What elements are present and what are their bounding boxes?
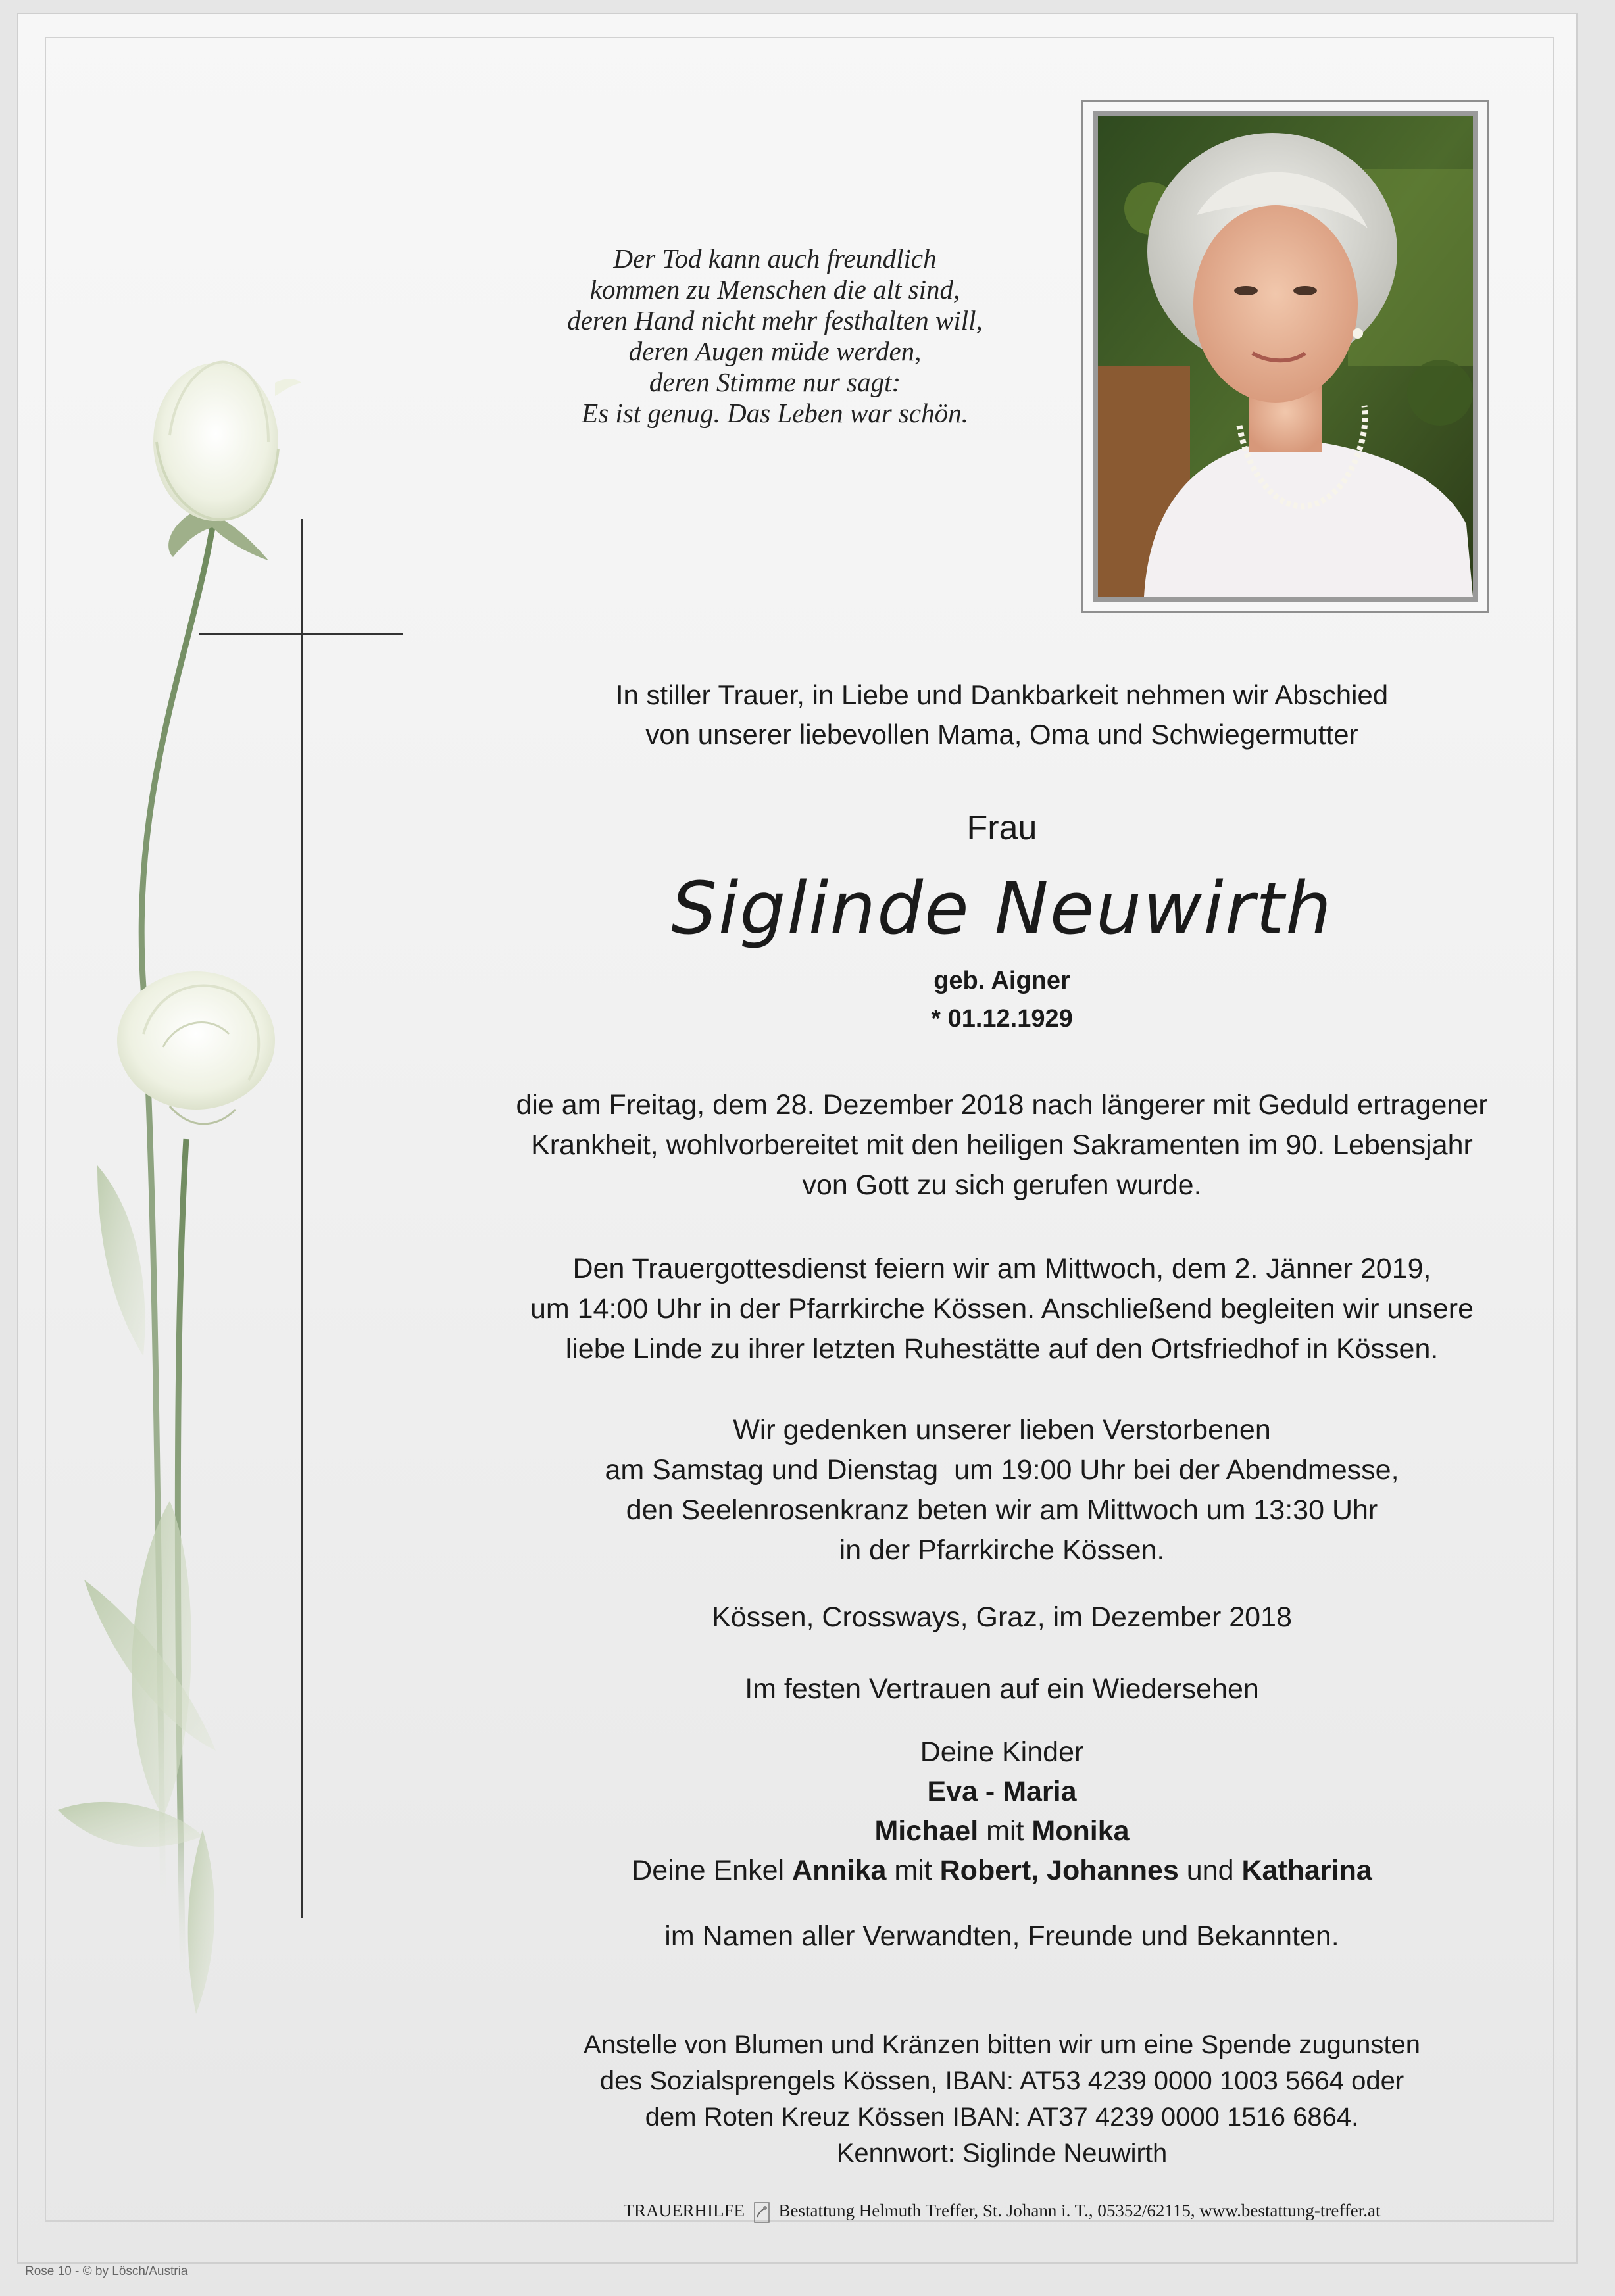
family-list [439,1732,1564,1890]
death-paragraph [439,1085,1564,1206]
text-line: Krankheit, wohlvorbereitet mit den heiligen Sakramenten im 90. Lebensjahr [531,1129,1473,1161]
footer-details: Bestattung Helmuth Treffer, St. Johann i. T., 05352/62115, www.bestattung-treffer.at [778,2201,1381,2220]
text-line: Wir gedenken unserer lieben Verstorbenen [733,1414,1271,1446]
poem-line: deren Hand nicht mehr festhalten will, [567,305,983,335]
lower-rose [117,971,275,1124]
text-line: von Gott zu sich gerufen wurde. [802,1169,1202,1201]
leaf [97,1165,145,1356]
remembrance-paragraph [439,1410,1564,1571]
connector-word: mit [894,1855,932,1886]
cross-vertical-bar [301,519,303,1918]
donation-request [439,2027,1564,2172]
text-line: am Samstag und Dienstag um 19:00 Uhr bei der Abendmesse, [605,1454,1399,1486]
text-line: des Sozialsprengels Kössen, IBAN: AT53 4239 0000 1003 5664 oder [599,2066,1404,2095]
service-paragraph [439,1249,1564,1369]
grandchild-name: Annika [792,1855,887,1886]
portrait-frame [1081,100,1489,613]
poem-line: Der Tod kann auch freundlich [613,243,937,274]
intro-text [439,675,1564,754]
intro-line: In stiller Trauer, in Liebe und Dankbarkeit nehmen wir Abschied [615,679,1389,710]
text-line: die am Freitag, dem 28. Dezember 2018 nach längerer mit Geduld ertragener [516,1089,1488,1121]
white-roses-illustration [58,330,466,2040]
poem-line: kommen zu Menschen die alt sind, [589,274,960,305]
footer-brand: TRAUERHILFE [623,2201,745,2220]
connector-word: mit [986,1815,1024,1847]
text-line: Kennwort: Siglinde Neuwirth [836,2139,1168,2168]
place-date: Kössen, Crossways, Graz, im Dezember 2018 [712,1601,1292,1633]
poem-line: Es ist genug. Das Leben war schön. [582,398,968,428]
intro-line: von unserer liebevollen Mama, Oma und Schwiegermutter [645,719,1358,750]
text-line: Den Trauergottesdienst feiern wir am Mittwoch, dem 2. Jänner 2019, [572,1253,1431,1284]
children-label: Deine Kinder [920,1736,1084,1768]
partner-name: Monika [1031,1815,1130,1847]
footer [439,2201,1564,2224]
text-line: in der Pfarrkirche Kössen. [839,1534,1165,1566]
deceased-name: Siglinde Neuwirth [671,866,1333,950]
on-behalf-line: im Namen aller Verwandten, Freunde und Bekannten. [664,1920,1339,1952]
child-name: Michael [874,1815,979,1847]
text-line: um 14:00 Uhr in der Pfarrkirche Kössen. Anschließend begleiten wir unsere [530,1293,1474,1325]
portrait-photo [1098,116,1473,597]
child-with-partner [439,1811,1564,1851]
grandchild-name: Katharina [1241,1855,1372,1886]
title-frau: Frau [966,809,1037,847]
text-line: den Seelenrosenkranz beten wir am Mittwoch um 13:30 Uhr [626,1494,1378,1526]
child-name: Eva - Maria [927,1776,1077,1807]
copyright-note: Rose 10 - © by Lösch/Austria [25,2264,188,2278]
poem-line: deren Augen müde werden, [628,336,922,366]
poem [505,243,1045,429]
trust-line: Im festen Vertrauen auf ein Wiedersehen [745,1673,1259,1705]
upper-rose [153,362,301,521]
text-line: liebe Linde zu ihrer letzten Ruhestätte auf den Ortsfriedhof in Kössen. [565,1333,1439,1365]
leaf [188,1830,214,2014]
funeral-home-logo-icon [753,2201,770,2224]
portrait-mat [1093,111,1478,602]
text-line: dem Roten Kreuz Kössen IBAN: AT37 4239 0000 1516 6864. [645,2103,1359,2132]
grandchild-partners: Robert, Johannes [939,1855,1179,1886]
connector-word: und [1186,1855,1234,1886]
birth-info [439,962,1564,1038]
obituary-page [17,13,1578,2264]
poem-line: deren Stimme nur sagt: [649,367,901,397]
birth-date: * 01.12.1929 [931,1005,1073,1033]
sepals [168,514,268,560]
grandchildren-line [439,1851,1564,1890]
text-line: Anstelle von Blumen und Kränzen bitten wir um eine Spende zugunsten [584,2030,1420,2059]
cross-horizontal-bar [199,633,403,635]
grandchildren-label: Deine Enkel [632,1855,785,1886]
maiden-name: geb. Aigner [933,967,1070,994]
